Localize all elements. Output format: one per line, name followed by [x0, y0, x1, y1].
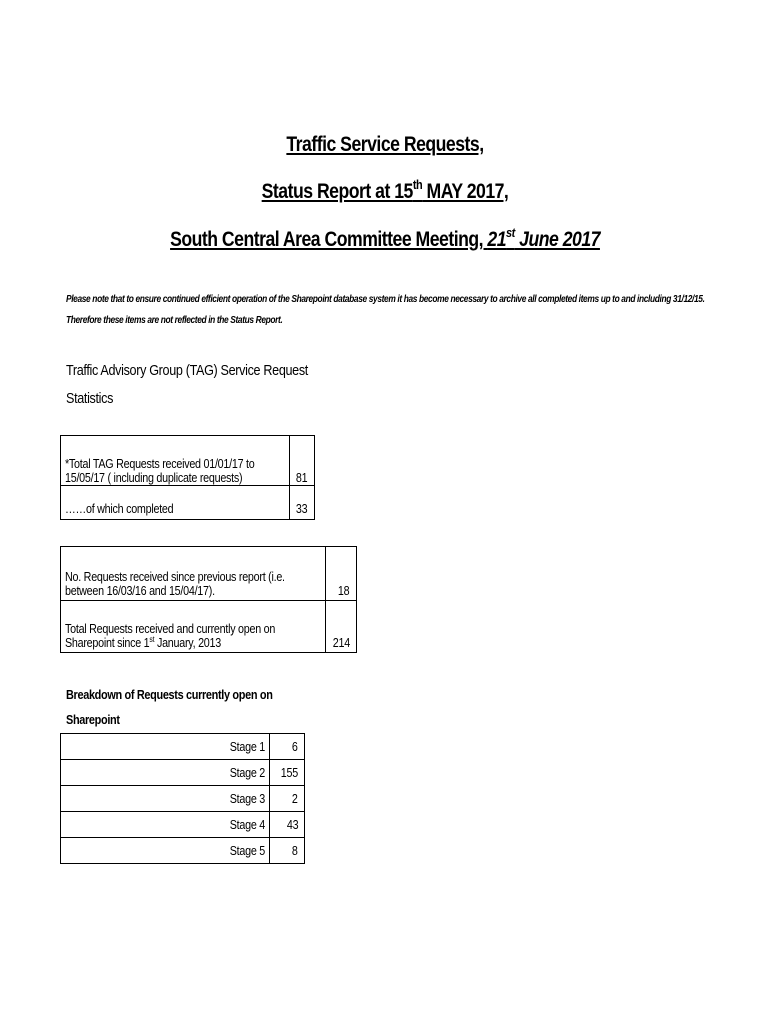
- tag-statistics-heading: Traffic Advisory Group (TAG) Service Request Statistics: [66, 362, 308, 407]
- table-row: [61, 838, 305, 864]
- tag-requests-table: [60, 435, 315, 520]
- table-row: [61, 734, 305, 760]
- table-row: [61, 760, 305, 786]
- archive-note-line-2: Therefore these items are not reflected in the Status Report.: [66, 315, 283, 326]
- table-cell-label: *Total TAG Requests received 01/01/17 to 15/05/17 ( including duplicate requests): [61, 436, 290, 486]
- table-row: [61, 601, 357, 653]
- requests-since-report-table: [60, 546, 357, 653]
- stage-label: Stage 2: [61, 760, 270, 786]
- stage-value: 8: [270, 838, 305, 864]
- table-row: [61, 436, 315, 486]
- archive-note-line-1: Please note that to ensure continued efficient operation of the Sharepoint database system it has become necessary to archive all completed items up to and including 31/12/15.: [66, 294, 705, 305]
- breakdown-heading: Breakdown of Requests currently open on Sharepoint: [66, 687, 273, 727]
- stage-value: 155: [270, 760, 305, 786]
- stage-value: 6: [270, 734, 305, 760]
- table-row: [61, 486, 315, 520]
- table-row: [61, 786, 305, 812]
- table-row: [61, 547, 357, 601]
- title-line-1: Traffic Service Requests,: [286, 133, 484, 156]
- stage-breakdown-table: [60, 733, 305, 864]
- table-cell-value: 18: [325, 547, 356, 601]
- table-cell-value: 81: [290, 436, 314, 486]
- title-line-3: South Central Area Committee Meeting, 21st June 2017: [170, 225, 600, 251]
- title-line-2: Status Report at 15th MAY 2017,: [261, 177, 509, 203]
- stage-value: 43: [270, 812, 305, 838]
- table-cell-value: 33: [290, 486, 314, 520]
- stage-label: Stage 4: [61, 812, 270, 838]
- table-cell-label: Total Requests received and currently open on Sharepoint since 1st January, 2013: [61, 601, 326, 653]
- table-cell-label: ……of which completed: [61, 486, 290, 520]
- stage-label: Stage 3: [61, 786, 270, 812]
- table-cell-label: No. Requests received since previous report (i.e. between 16/03/16 and 15/04/17).: [61, 547, 326, 601]
- stage-label: Stage 1: [61, 734, 270, 760]
- stage-label: Stage 5: [61, 838, 270, 864]
- table-row: [61, 812, 305, 838]
- stage-value: 2: [270, 786, 305, 812]
- table-cell-value: 214: [325, 601, 356, 653]
